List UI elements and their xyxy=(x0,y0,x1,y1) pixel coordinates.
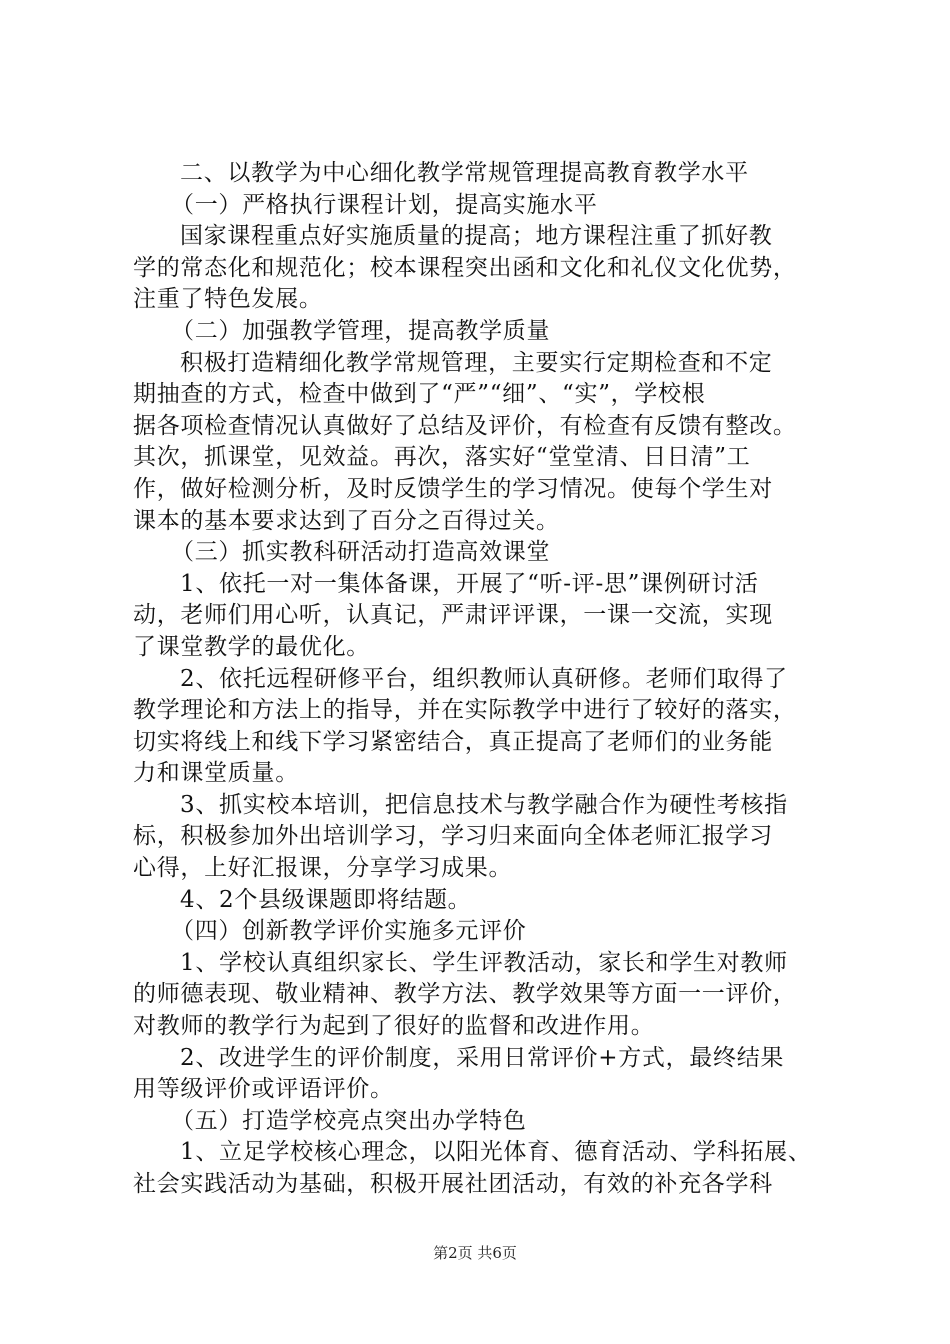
subsection-heading: （三）抓实教科研活动打造高效课堂 xyxy=(171,539,551,566)
subsection-heading: （四）创新教学评价实施多元评价 xyxy=(171,918,527,945)
document-body xyxy=(133,158,833,1201)
paragraph-line: 2、依托远程研修平台，组织教师认真研修。老师们取得了 xyxy=(180,665,788,692)
paragraph-line: 积极打造精细化教学常规管理，主要实行定期检查和不定 xyxy=(180,349,773,376)
paragraph-line: 动，老师们用心听，认真记，严肃评评课，一课一交流，实现 xyxy=(133,602,773,629)
paragraph-line: 用等级评价或评语评价。 xyxy=(133,1076,394,1103)
subsection-heading: （二）加强教学管理，提高教学质量 xyxy=(171,317,551,344)
paragraph-line: 注重了特色发展。 xyxy=(133,286,323,313)
paragraph-line: 2、改进学生的评价制度，采用日常评价+方式，最终结果 xyxy=(180,1044,785,1071)
section-heading: 二、以教学为中心细化教学常规管理提高教育教学水平 xyxy=(180,160,749,186)
paragraph-line: 课本的基本要求达到了百分之百得过关。 xyxy=(133,507,560,534)
paragraph-line: 期抽查的方式，检查中做到了“严”“细”、“实”，学校根 xyxy=(133,381,706,408)
paragraph-line: 切实将线上和线下学习紧密结合，真正提高了老师们的业务能 xyxy=(133,728,773,755)
paragraph-line: 的师德表现、敬业精神、教学方法、教学效果等方面一一评价， xyxy=(133,981,797,1008)
paragraph-line: 国家课程重点好实施质量的提高；地方课程注重了抓好教 xyxy=(180,223,773,250)
paragraph-line: 1、学校认真组织家长、学生评教活动，家长和学生对教师 xyxy=(180,949,788,976)
paragraph-line: 教学理论和方法上的指导，并在实际教学中进行了较好的落实， xyxy=(133,697,797,724)
page-number-footer: 第2页 共6页 xyxy=(433,1244,517,1262)
paragraph-line: 了课堂教学的最优化。 xyxy=(133,633,370,660)
paragraph-line: 3、抓实校本培训，把信息技术与教学融合作为硬性考核指 xyxy=(180,791,788,818)
paragraph-line: 标，积极参加外出培训学习，学习归来面向全体老师汇报学习 xyxy=(133,823,773,850)
paragraph-line: 力和课堂质量。 xyxy=(133,760,299,787)
paragraph-line: 其次，抓课堂，见效益。再次，落实好“堂堂清、日日清”工 xyxy=(133,444,751,471)
subsection-heading: （五）打造学校亮点突出办学特色 xyxy=(171,1107,527,1134)
paragraph-line: 1、依托一对一集体备课，开展了“听-评-思”课例研讨活 xyxy=(180,570,759,597)
paragraph-line: 1、立足学校核心理念，以阳光体育、德育活动、学科拓展、 xyxy=(180,1139,812,1166)
paragraph-line: 据各项检查情况认真做好了总结及评价，有检查有反馈有整改。 xyxy=(133,412,797,439)
paragraph-line: 社会实践活动为基础，积极开展社团活动，有效的补充各学科 xyxy=(133,1171,773,1197)
paragraph-line: 对教师的教学行为起到了很好的监督和改进作用。 xyxy=(133,1013,655,1040)
paragraph-line: 心得，上好汇报课，分享学习成果。 xyxy=(133,855,513,882)
paragraph-line: 学的常态化和规范化；校本课程突出函和文化和礼仪文化优势， xyxy=(133,254,797,281)
paragraph-line: 作，做好检测分析，及时反馈学生的学习情况。使每个学生对 xyxy=(133,475,773,502)
subsection-heading: （一）严格执行课程计划，提高实施水平 xyxy=(171,191,598,218)
paragraph-line: 4、2个县级课题即将结题。 xyxy=(180,886,472,913)
